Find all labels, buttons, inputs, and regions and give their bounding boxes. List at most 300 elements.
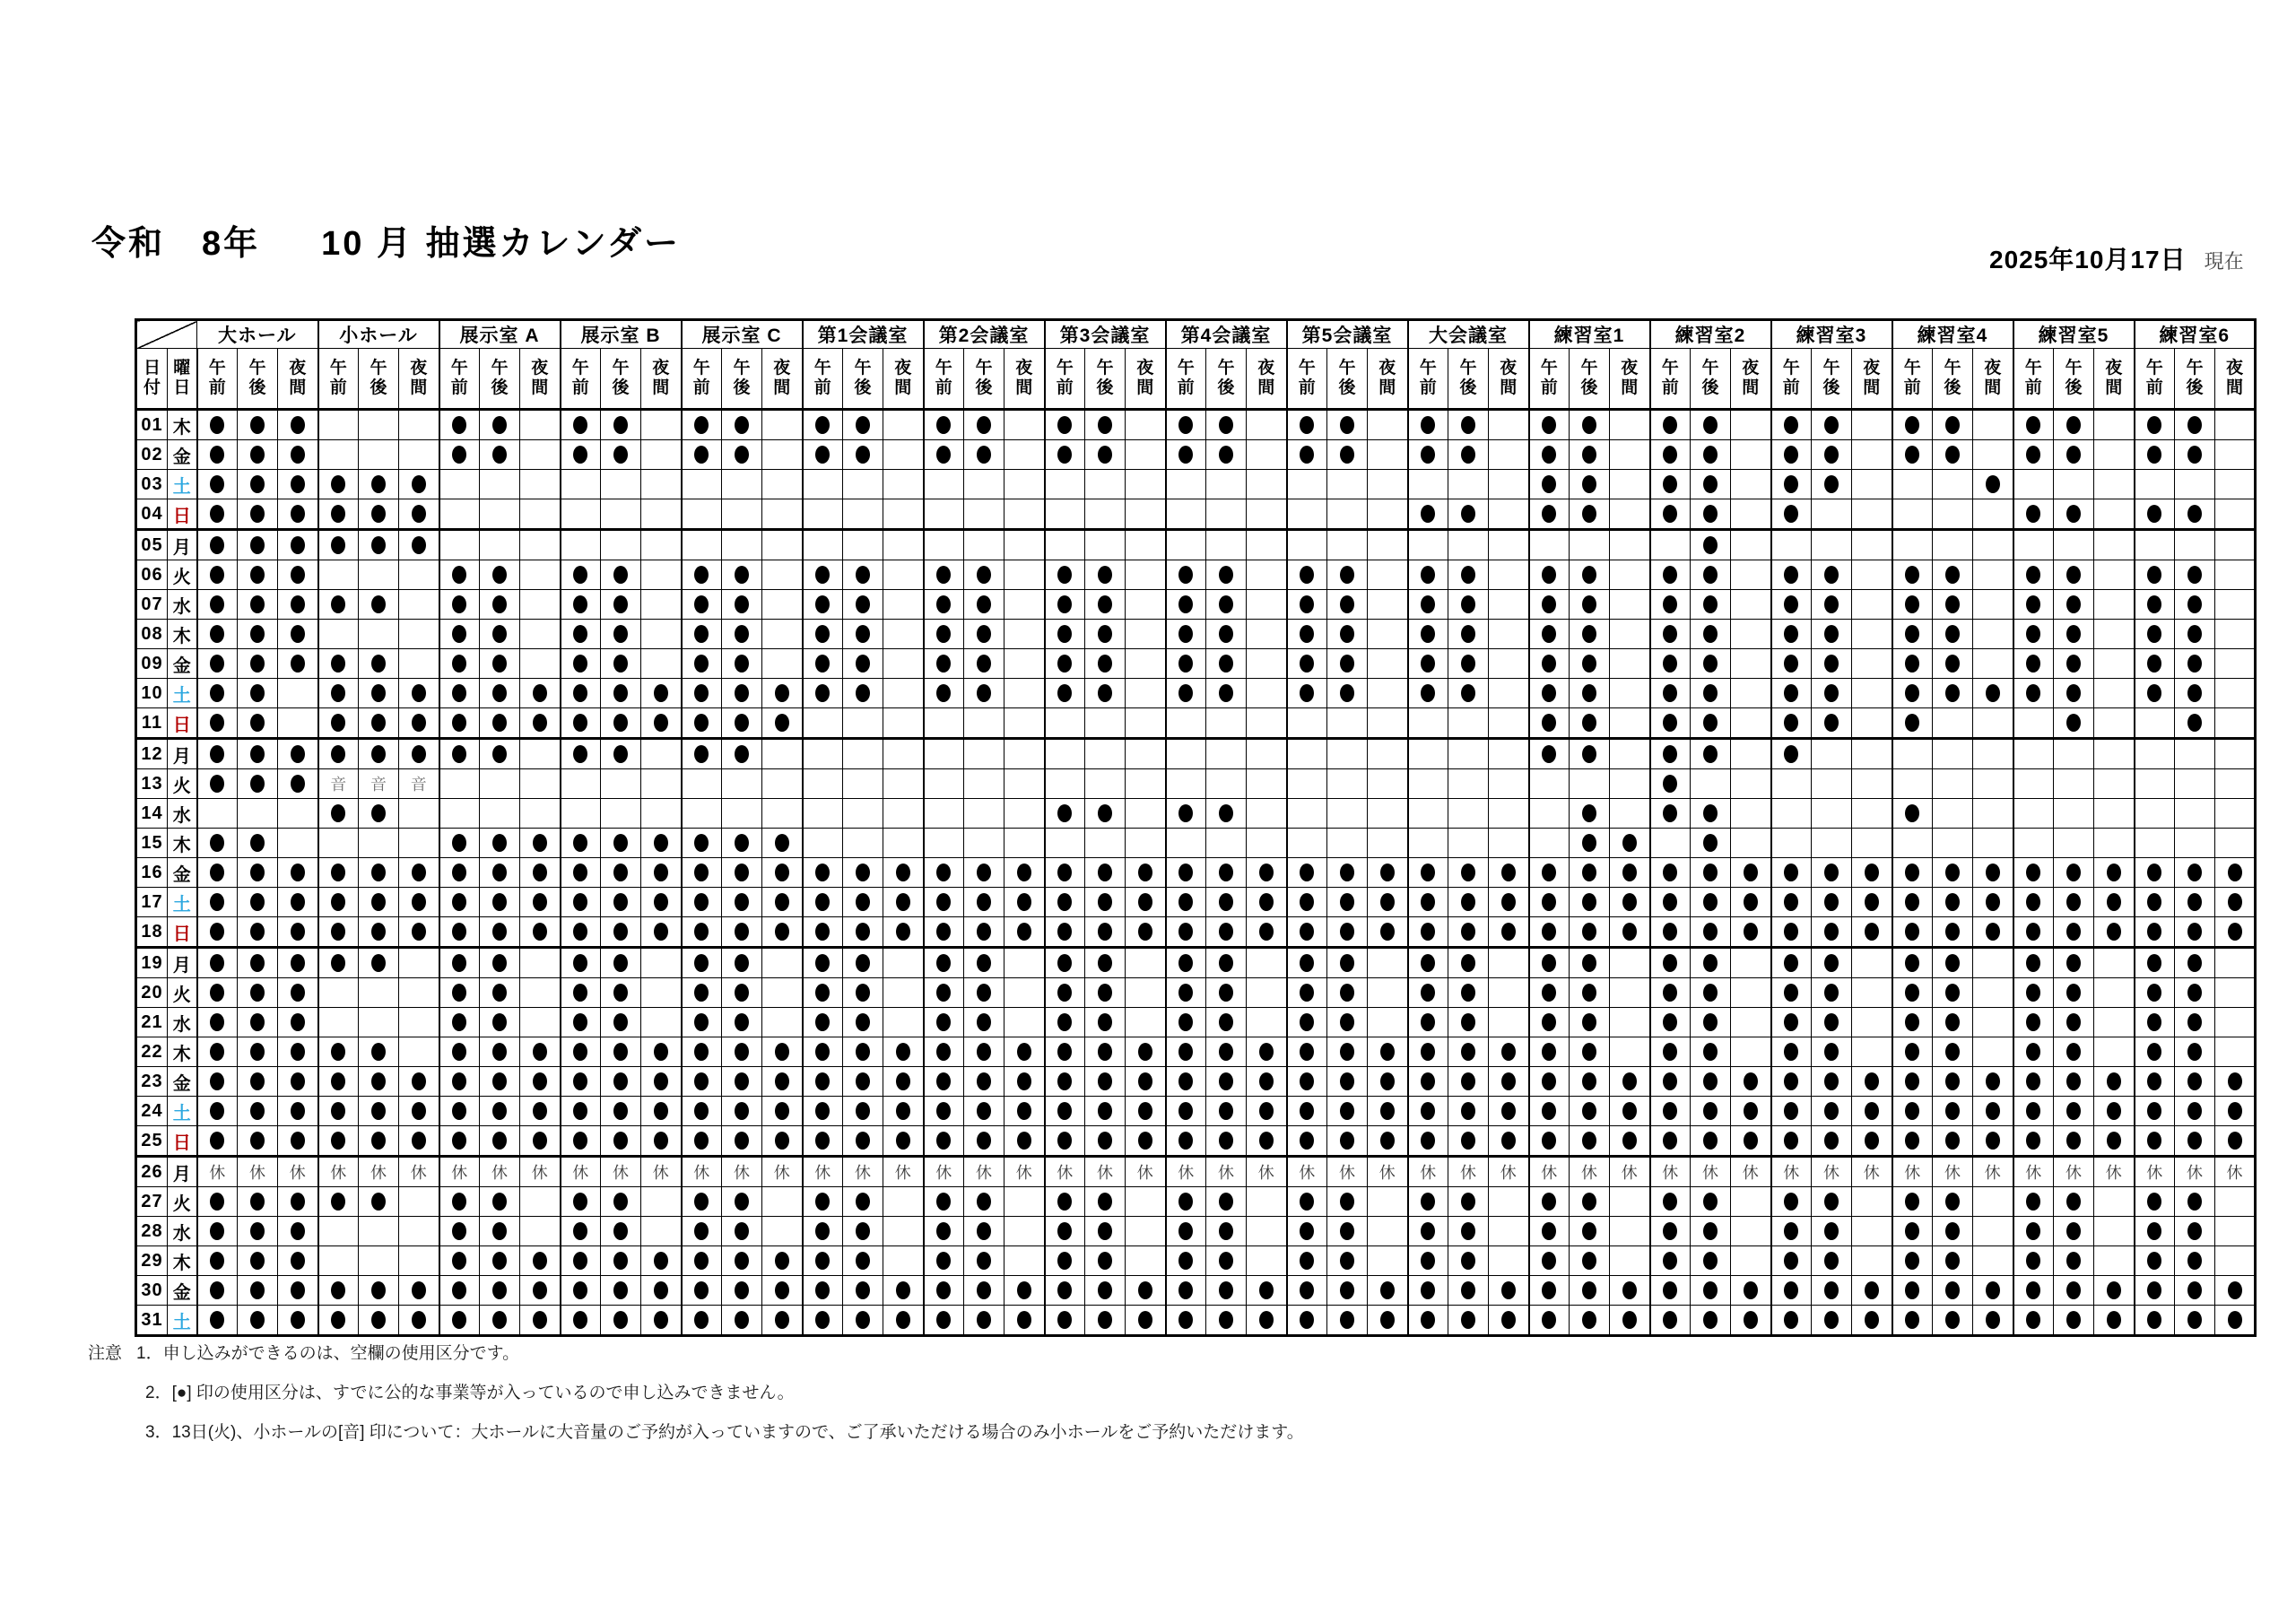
slot-cell	[520, 1306, 561, 1336]
slot-cell	[278, 799, 318, 829]
slot-cell	[1085, 1306, 1126, 1336]
reserved-dot	[2228, 864, 2242, 881]
slot-cell	[2054, 440, 2094, 470]
slot-cell	[2013, 799, 2054, 829]
slot-cell	[1852, 620, 1892, 649]
reserved-dot	[371, 475, 386, 493]
reserved-dot	[1905, 1102, 1919, 1120]
reserved-dot	[1582, 1013, 1596, 1031]
slot-cell	[1691, 739, 1731, 769]
slot-cell	[1368, 829, 1408, 858]
reserved-dot	[452, 684, 466, 702]
slot-cell	[1045, 410, 1085, 440]
slot-cell	[1126, 1276, 1166, 1306]
reserved-dot	[1098, 1311, 1112, 1329]
calendar-row	[136, 948, 2256, 978]
closed-mark: 休	[1783, 1164, 1800, 1182]
slot-cell	[1771, 829, 1812, 858]
reserved-dot	[735, 625, 749, 643]
reserved-dot	[492, 1043, 507, 1061]
reserved-dot	[1542, 625, 1556, 643]
reserved-dot	[1703, 1281, 1718, 1299]
slot-cell	[1691, 917, 1731, 948]
slot-cell	[1085, 1126, 1126, 1157]
slot-cell	[1570, 1306, 1610, 1336]
date-cell: 29	[136, 1246, 168, 1276]
slot-cell	[601, 858, 641, 888]
reserved-dot	[1340, 684, 1354, 702]
reserved-dot	[291, 1102, 305, 1120]
slot-cell	[924, 649, 964, 679]
date-cell: 06	[136, 560, 168, 590]
reserved-dot	[856, 923, 870, 941]
reserved-dot	[533, 923, 547, 941]
reserved-dot	[896, 1102, 910, 1120]
reserved-dot	[775, 684, 789, 702]
slot-cell	[2013, 499, 2054, 530]
slot-cell	[924, 948, 964, 978]
slot-cell	[561, 1157, 601, 1187]
slot-cell	[520, 739, 561, 769]
slot-cell	[1448, 470, 1489, 499]
slot-cell	[1166, 888, 1206, 917]
reserved-dot	[694, 714, 709, 732]
slot-cell	[359, 829, 399, 858]
slot-cell	[480, 560, 520, 590]
reserved-dot	[815, 1102, 830, 1120]
slot-cell	[1045, 649, 1085, 679]
reserved-dot	[2026, 1072, 2040, 1090]
slot-cell	[1004, 530, 1045, 560]
reserved-dot	[694, 595, 709, 613]
slot-cell	[278, 1157, 318, 1187]
slot-cell	[1206, 410, 1247, 440]
slot-cell	[1166, 829, 1206, 858]
reserved-dot	[1784, 1252, 1798, 1270]
slot-cell	[1045, 499, 1085, 530]
reserved-dot	[1905, 984, 1919, 1002]
reserved-dot	[694, 954, 709, 972]
reserved-dot	[1905, 1222, 1919, 1240]
slot-cell	[964, 799, 1004, 829]
reserved-dot	[1582, 1102, 1596, 1120]
reserved-dot	[977, 1132, 991, 1150]
reserved-dot	[452, 625, 466, 643]
slot-cell	[1771, 1097, 1812, 1126]
slot-cell	[238, 470, 278, 499]
slot-cell	[1933, 1157, 1973, 1187]
slot-cell	[1085, 590, 1126, 620]
reserved-dot	[1421, 984, 1435, 1002]
slot-cell	[1852, 679, 1892, 708]
slot-cell	[1529, 769, 1570, 799]
slot-cell	[1166, 470, 1206, 499]
slot-cell	[843, 679, 883, 708]
slot-cell	[883, 708, 924, 739]
slot-cell	[2215, 1008, 2256, 1037]
slot-cell	[601, 649, 641, 679]
slot-cell	[2215, 1097, 2256, 1126]
slot-cell	[238, 1037, 278, 1067]
reserved-dot	[1300, 984, 1314, 1002]
slot-cell	[1852, 917, 1892, 948]
reserved-dot	[1219, 1281, 1233, 1299]
slot-cell	[561, 560, 601, 590]
reserved-dot	[2187, 1102, 2202, 1120]
calendar-row	[136, 1157, 2256, 1187]
slot-cell	[924, 499, 964, 530]
reserved-dot	[815, 566, 830, 584]
slot-cell	[2094, 1067, 2135, 1097]
slot-cell	[359, 679, 399, 708]
reserved-dot	[452, 745, 466, 763]
calendar-row	[136, 1067, 2256, 1097]
slot-cell	[197, 1067, 238, 1097]
reserved-dot	[452, 1013, 466, 1031]
reserved-dot	[1865, 1072, 1879, 1090]
slot-cell	[1327, 560, 1368, 590]
slot-cell	[2215, 1037, 2256, 1067]
slot-cell	[1731, 739, 1771, 769]
slot-cell	[1126, 1067, 1166, 1097]
slot-cell	[1408, 978, 1448, 1008]
reserved-dot	[2066, 1311, 2081, 1329]
reserved-dot	[573, 1132, 587, 1150]
slot-cell	[1287, 769, 1327, 799]
reserved-dot	[1178, 1043, 1193, 1061]
slot-cell	[641, 530, 682, 560]
slot-cell	[1489, 620, 1529, 649]
slot-cell	[480, 1276, 520, 1306]
reserved-dot	[1622, 1132, 1637, 1150]
slot-cell	[762, 739, 803, 769]
slot-cell	[399, 1187, 439, 1217]
slot-cell	[2054, 1217, 2094, 1246]
slot-cell	[278, 1097, 318, 1126]
slot-header: 夜 間	[1126, 349, 1166, 410]
reserved-dot	[977, 1252, 991, 1270]
slot-cell	[1489, 1187, 1529, 1217]
closed-mark: 休	[2066, 1164, 2082, 1182]
reserved-dot	[1259, 1132, 1274, 1150]
reserved-dot	[1582, 684, 1596, 702]
reserved-dot	[694, 1281, 709, 1299]
slot-cell	[359, 1067, 399, 1097]
reserved-dot	[210, 475, 224, 493]
reserved-dot	[1744, 864, 1758, 881]
slot-cell	[1812, 1276, 1852, 1306]
slot-header: 午 前	[803, 349, 843, 410]
reserved-dot	[492, 655, 507, 673]
slot-cell	[1892, 649, 1933, 679]
reserved-dot	[2187, 1043, 2202, 1061]
reserved-dot	[573, 684, 587, 702]
slot-cell	[197, 858, 238, 888]
slot-cell	[1247, 1306, 1287, 1336]
slot-cell	[2054, 1126, 2094, 1157]
slot-cell	[1004, 590, 1045, 620]
slot-cell	[1327, 799, 1368, 829]
slot-cell	[1852, 590, 1892, 620]
slot-cell	[1852, 1246, 1892, 1276]
slot-cell	[1368, 858, 1408, 888]
slot-cell	[278, 769, 318, 799]
reserved-dot	[1663, 625, 1677, 643]
slot-cell	[480, 769, 520, 799]
reserved-dot	[1542, 505, 1556, 523]
closed-mark: 休	[2187, 1164, 2203, 1182]
slot-cell	[480, 440, 520, 470]
slot-cell	[641, 978, 682, 1008]
slot-cell	[2013, 978, 2054, 1008]
reserved-dot	[1784, 1311, 1798, 1329]
slot-cell	[803, 1157, 843, 1187]
slot-cell	[359, 769, 399, 799]
reserved-dot	[210, 566, 224, 584]
slot-cell	[924, 917, 964, 948]
slot-cell	[1247, 948, 1287, 978]
closed-mark: 休	[855, 1164, 871, 1182]
slot-cell	[1650, 829, 1691, 858]
slot-cell	[278, 1126, 318, 1157]
reserved-dot	[1865, 893, 1879, 911]
date-cell: 21	[136, 1008, 168, 1037]
reserved-dot	[936, 1072, 951, 1090]
slot-cell	[278, 499, 318, 530]
slot-cell	[238, 978, 278, 1008]
slot-cell	[1126, 1097, 1166, 1126]
slot-cell	[2013, 530, 2054, 560]
slot-cell	[318, 739, 359, 769]
slot-cell	[682, 499, 722, 530]
reserved-dot	[654, 834, 668, 852]
reserved-dot	[1380, 1311, 1395, 1329]
slot-cell	[883, 1126, 924, 1157]
slot-cell	[1287, 470, 1327, 499]
reserved-dot	[1300, 1281, 1314, 1299]
slot-cell	[2054, 1246, 2094, 1276]
slot-cell	[1408, 1157, 1448, 1187]
reserved-dot	[2187, 655, 2202, 673]
slot-cell	[924, 1217, 964, 1246]
slot-cell	[1287, 1097, 1327, 1126]
slot-cell	[2094, 470, 2135, 499]
slot-cell	[2013, 1246, 2054, 1276]
slot-cell	[2135, 470, 2175, 499]
facility-header: 第3会議室	[1045, 320, 1166, 349]
calendar-row	[136, 708, 2256, 739]
slot-cell	[1529, 679, 1570, 708]
slot-cell	[1812, 708, 1852, 739]
slot-cell	[561, 978, 601, 1008]
slot-cell	[1812, 470, 1852, 499]
reserved-dot	[210, 714, 224, 732]
reserved-dot	[654, 864, 668, 881]
slot-cell	[561, 1097, 601, 1126]
slot-cell	[1691, 590, 1731, 620]
slot-cell	[1085, 769, 1126, 799]
slot-cell	[1004, 440, 1045, 470]
slot-cell	[2175, 858, 2215, 888]
reserved-dot	[210, 684, 224, 702]
reserved-dot	[735, 446, 749, 464]
slot-cell	[439, 1126, 480, 1157]
reserved-dot	[1784, 625, 1798, 643]
slot-cell	[2054, 799, 2094, 829]
slot-cell	[2013, 1276, 2054, 1306]
slot-cell	[883, 978, 924, 1008]
slot-cell	[682, 1157, 722, 1187]
slot-header: 午 前	[924, 349, 964, 410]
slot-header: 午 後	[2054, 349, 2094, 410]
slot-cell	[641, 1037, 682, 1067]
reserved-dot	[856, 416, 870, 434]
reserved-dot	[735, 1013, 749, 1031]
slot-cell	[1731, 948, 1771, 978]
reserved-dot	[694, 893, 709, 911]
reserved-dot	[977, 923, 991, 941]
slot-cell	[1529, 590, 1570, 620]
slot-cell	[520, 499, 561, 530]
slot-cell	[964, 1246, 1004, 1276]
slot-cell	[1327, 1276, 1368, 1306]
slot-cell	[2013, 1037, 2054, 1067]
reserved-dot	[1945, 1013, 1960, 1031]
slot-cell	[1892, 1276, 1933, 1306]
reserved-dot	[1744, 1072, 1758, 1090]
reserved-dot	[1582, 625, 1596, 643]
reserved-dot	[1663, 1193, 1677, 1211]
slot-cell	[238, 499, 278, 530]
slot-cell	[1731, 1008, 1771, 1037]
weekday-cell: 月	[168, 948, 197, 978]
slot-cell	[762, 917, 803, 948]
slot-cell	[1287, 1217, 1327, 1246]
reserved-dot	[452, 1072, 466, 1090]
reserved-dot	[1703, 1043, 1718, 1061]
reserved-dot	[331, 745, 345, 763]
reserved-dot	[291, 416, 305, 434]
slot-cell	[843, 1067, 883, 1097]
reserved-dot	[977, 416, 991, 434]
slot-cell	[1206, 1037, 1247, 1067]
reserved-dot	[291, 1043, 305, 1061]
slot-cell	[1892, 1037, 1933, 1067]
reserved-dot	[1784, 1072, 1798, 1090]
reserved-dot	[613, 954, 628, 972]
slot-cell	[1166, 410, 1206, 440]
slot-cell	[803, 410, 843, 440]
slot-cell	[480, 948, 520, 978]
reserved-dot	[2187, 954, 2202, 972]
slot-cell	[924, 739, 964, 769]
reserved-dot	[1784, 923, 1798, 941]
reserved-dot	[1784, 864, 1798, 881]
slot-header: 午 後	[1206, 349, 1247, 410]
reserved-dot	[2147, 625, 2161, 643]
slot-cell	[1570, 530, 1610, 560]
slot-cell	[1731, 560, 1771, 590]
reserved-dot	[2107, 1102, 2121, 1120]
slot-cell	[561, 917, 601, 948]
slot-cell	[803, 858, 843, 888]
reserved-dot	[1582, 595, 1596, 613]
slot-cell	[318, 799, 359, 829]
weekday-cell: 金	[168, 1276, 197, 1306]
sound-mark: 音	[410, 776, 427, 794]
slot-cell	[2054, 917, 2094, 948]
reserved-dot	[1703, 1013, 1718, 1031]
reserved-dot	[1098, 1193, 1112, 1211]
slot-cell	[803, 499, 843, 530]
slot-cell	[1166, 620, 1206, 649]
slot-cell	[883, 1097, 924, 1126]
reserved-dot	[1542, 984, 1556, 1002]
reserved-dot	[1461, 595, 1475, 613]
reserved-dot	[1300, 1132, 1314, 1150]
slot-cell	[1368, 739, 1408, 769]
slot-cell	[803, 917, 843, 948]
reserved-dot	[291, 775, 305, 793]
slot-header: 午 後	[1448, 349, 1489, 410]
slot-cell	[1650, 917, 1691, 948]
weekday-cell: 日	[168, 917, 197, 948]
facility-header: 大ホール	[197, 320, 318, 349]
slot-cell	[1610, 739, 1650, 769]
reserved-dot	[1057, 864, 1072, 881]
calendar-row	[136, 1008, 2256, 1037]
reserved-dot	[856, 864, 870, 881]
slot-cell	[2094, 560, 2135, 590]
reserved-dot	[1501, 1072, 1516, 1090]
date-cell: 26	[136, 1157, 168, 1187]
reserved-dot	[250, 625, 265, 643]
slot-cell	[1004, 649, 1045, 679]
reserved-dot	[613, 1013, 628, 1031]
slot-cell	[1206, 948, 1247, 978]
reserved-dot	[1542, 1043, 1556, 1061]
slot-cell	[2013, 470, 2054, 499]
slot-cell	[1327, 499, 1368, 530]
slot-header: 午 後	[480, 349, 520, 410]
slot-cell	[2013, 739, 2054, 769]
slot-cell	[2215, 1306, 2256, 1336]
reserved-dot	[1138, 1043, 1152, 1061]
reserved-dot	[1622, 834, 1637, 852]
closed-mark: 休	[491, 1164, 508, 1182]
reserved-dot	[1380, 893, 1395, 911]
slot-cell	[520, 560, 561, 590]
reserved-dot	[1824, 625, 1839, 643]
reserved-dot	[1219, 625, 1233, 643]
reserved-dot	[1703, 655, 1718, 673]
slot-cell	[1529, 1097, 1570, 1126]
reserved-dot	[2026, 893, 2040, 911]
slot-cell	[2175, 917, 2215, 948]
reserved-dot	[371, 804, 386, 822]
reserved-dot	[1300, 923, 1314, 941]
reserved-dot	[1945, 1132, 1960, 1150]
reserved-dot	[1582, 1281, 1596, 1299]
weekday-cell: 日	[168, 499, 197, 530]
slot-cell	[762, 769, 803, 799]
slot-cell	[1570, 1097, 1610, 1126]
slot-cell	[762, 679, 803, 708]
slot-cell	[1771, 1126, 1812, 1157]
slot-cell	[399, 1306, 439, 1336]
slot-cell	[1287, 799, 1327, 829]
reserved-dot	[1703, 984, 1718, 1002]
